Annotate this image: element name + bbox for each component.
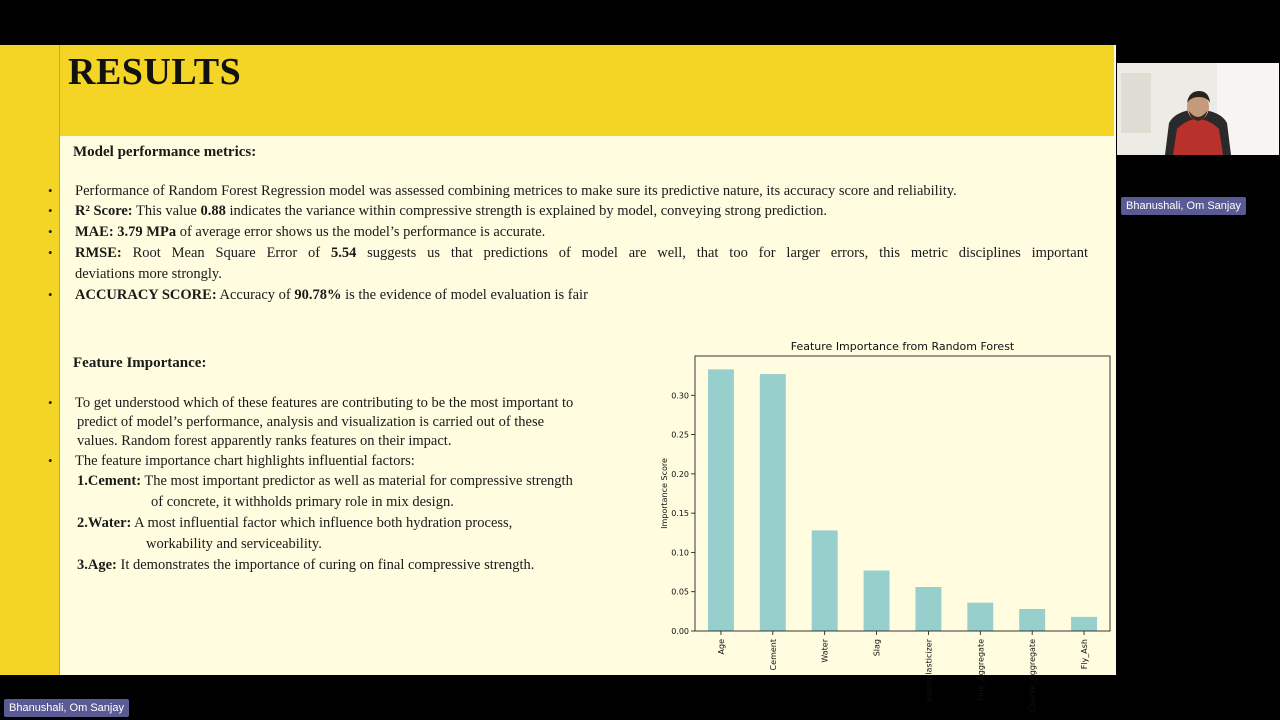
chart-x-tick-label: Slag [872,639,882,657]
feature-heading: Feature Importance: [73,355,207,371]
feature-importance-chart [657,290,1116,713]
chart-y-tick-label: 0.30 [671,391,689,401]
metric-rmse-line2: deviations more strongly. [75,266,222,282]
participant-video-tile[interactable] [1117,63,1279,155]
slide-title: RESULTS [68,51,242,93]
metric-r2 [75,201,827,221]
feature-item-water-line2: workability and serviceability. [146,536,322,552]
chart-y-tick-label: 0.20 [671,469,689,479]
water-label: 2.Water: [77,515,132,531]
bullet-dot: • [48,245,53,260]
cement-label: 1.Cement: [77,473,142,489]
age-text: It demonstrates the importance of curing on final compressive strength. [116,557,535,573]
r2-value: 0.88 [200,203,226,219]
feature-item-cement-line2: of concrete, it withholds primary role in mix design. [151,494,454,510]
chart-title: Feature Importance from Random Forest [790,340,1015,353]
feature-p1-line1: To get understood which of these features are contributing to be the most important to [75,395,574,411]
chart-x-tick-label: Age [716,639,726,655]
chart-bar [1071,617,1097,631]
chart-x-tick-label: Cement [768,639,778,671]
chart-bar [967,603,993,631]
water-text: A most influential factor which influence both hydration process, [131,515,513,531]
mae-text: of average error shows us the model’s performance is accurate. [176,224,546,240]
rmse-label: RMSE: [75,245,122,261]
accuracy-value: 90.78% [294,287,342,303]
rmse-text: Root Mean Square Error of [121,245,331,261]
participant-video-icon [1117,63,1279,155]
accuracy-text: Accuracy of [216,287,295,303]
feature-item-age [77,555,534,575]
chart-x-tick-label: Superplasticizer [924,639,934,704]
bullet-dot: • [48,287,53,302]
chart-x-tick-label: Fine_Aggregate [976,639,986,701]
metric-rmse [75,243,1088,263]
rmse-text-post: suggests us that predictions of model are well, that too for larger errors, this metric disciplines important [356,245,1088,261]
metrics-heading: Model performance metrics: [73,144,257,160]
age-label: 3.Age: [77,557,117,573]
metric-accuracy [75,285,588,305]
self-name-badge: Bhanushali, Om Sanjay [4,699,129,717]
chart-plot-frame [695,356,1110,631]
slide-left-accent-bar [0,45,60,675]
chart-bar [1019,609,1045,631]
chart-y-tick-label: 0.05 [671,587,689,597]
chart-bar [708,369,734,631]
feature-p1-line2: predict of model’s performance, analysis and visualization is carried out of these [77,414,545,430]
accuracy-label: ACCURACY SCORE: [75,287,217,303]
accuracy-text-post: is the evidence of model evaluation is fair [341,287,588,303]
feature-p1-line3: values. Random forest apparently ranks features on their impact. [77,433,452,449]
chart-y-tick-label: 0.15 [671,509,689,519]
chart-bar [812,530,838,631]
chart-y-tick-label: 0.10 [671,548,689,558]
feature-item-cement [77,471,573,491]
chart-x-tick-label: Coarse_Aggregate [1028,639,1038,713]
bullet-dot: • [48,224,53,239]
r2-text-post: indicates the variance within compressive strength is explained by model, conveying strong prediction. [225,203,828,219]
r2-label: R² Score: [75,203,133,219]
slide-title-band [60,45,1114,136]
mae-label: MAE: 3.79 MPa [75,224,177,240]
feature-item-water [77,513,512,533]
r2-text: This value [132,203,201,219]
participant-name-badge: Bhanushali, Om Sanjay [1121,197,1246,215]
chart-bar [915,587,941,631]
cement-text: The most important predictor as well as material for compressive strength [141,473,573,489]
metrics-intro: Performance of Random Forest Regression model was assessed combining metrices to make sure its predictive nature, its accuracy score and reliability. [75,183,957,199]
chart-y-tick-label: 0.25 [671,430,689,440]
chart-y-tick-label: 0.00 [671,627,689,636]
bullet-dot: • [48,203,53,218]
chart-bar [760,374,786,631]
feature-p2: The feature importance chart highlights influential factors: [75,453,415,469]
rmse-value: 5.54 [330,245,357,261]
chart-bar [864,571,890,632]
chart-x-tick-label: Water [820,639,830,663]
bullet-dot: • [48,183,53,198]
chart-x-tick-label: Fly_Ash [1080,639,1090,670]
bullet-dot: • [48,453,53,468]
chart-svg [657,290,1116,713]
bullet-dot: • [48,395,53,410]
metric-mae [75,222,545,242]
chart-y-axis-label: Importance Score [660,458,669,529]
